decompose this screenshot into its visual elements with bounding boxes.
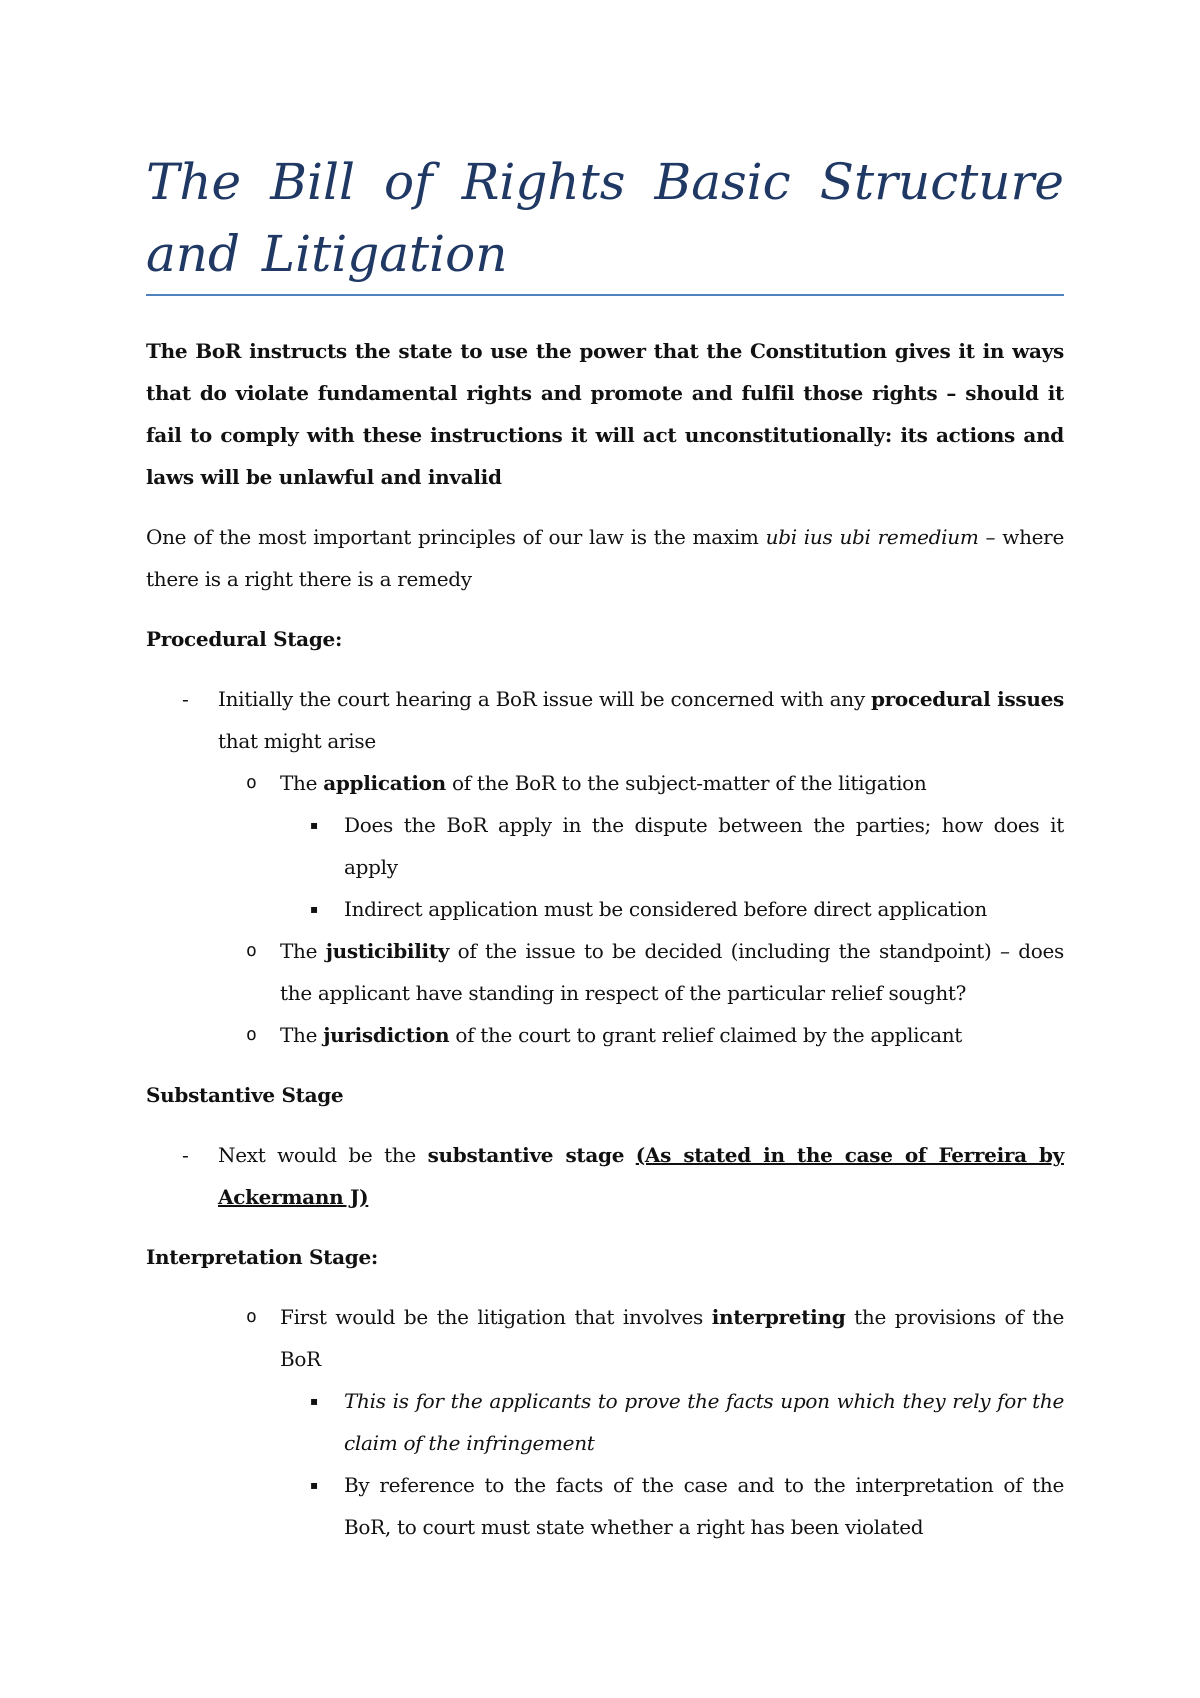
jurisdiction-bold: jurisdiction bbox=[323, 1023, 450, 1047]
procedural-list bbox=[146, 678, 1064, 762]
substantive-list bbox=[146, 1134, 1064, 1218]
substantive-item-bold: substantive stage bbox=[427, 1143, 625, 1167]
square-bullet: ▪ bbox=[310, 1394, 318, 1408]
square-bullet: ▪ bbox=[310, 818, 318, 832]
application-sub1-text: Does the BoR apply in the dispute between the parties; how does it apply bbox=[344, 813, 1064, 879]
circle-bullet: o bbox=[246, 772, 257, 793]
interpretation-item bbox=[218, 1296, 1064, 1380]
jurisdiction-text-after: of the court to grant relief claimed by the applicant bbox=[449, 1023, 963, 1047]
document-title: The Bill of Rights Basic Structure and Litigation bbox=[146, 153, 1064, 283]
spacer bbox=[146, 1218, 1064, 1236]
interpretation-sub2-text: By reference to the facts of the case and to the interpretation of the BoR, to court must state whether a right has been violated bbox=[344, 1473, 1064, 1539]
maxim-term: ubi ius ubi remedium bbox=[765, 525, 979, 549]
justicibility-text-before: The bbox=[280, 939, 326, 963]
interpretation-stage-heading: Interpretation Stage: bbox=[146, 1245, 378, 1269]
interpretation-sub-item bbox=[276, 1380, 1064, 1464]
substantive-list-item bbox=[146, 1134, 1064, 1218]
intro-paragraph: The BoR instructs the state to use the power that the Constitution gives it in ways that do violate fundamental rights and promote and fulfil those rights – should it fail to comply with these instructions it will act unconstitutionally: its actions and laws will be unlawful and invalid bbox=[146, 339, 1064, 489]
title-underline-rule bbox=[146, 294, 1064, 296]
application-sub-item bbox=[276, 888, 1064, 930]
substantive-item-text-before: Next would be the bbox=[218, 1143, 428, 1167]
procedural-sublist bbox=[146, 762, 1064, 804]
justicibility-item bbox=[218, 930, 1064, 1014]
maxim-text-before: One of the most important principles of our law is the maxim bbox=[146, 525, 766, 549]
square-bullet: ▪ bbox=[310, 1478, 318, 1492]
maxim-text-after: – where there is a right there is a remedy bbox=[146, 525, 1064, 591]
interpretation-text-after: the provisions of the BoR bbox=[280, 1305, 1065, 1371]
application-sub-item bbox=[276, 804, 1064, 888]
procedural-list-item bbox=[146, 678, 1064, 762]
application-text-before: The bbox=[280, 771, 324, 795]
application-item bbox=[218, 762, 1064, 804]
interpretation-text-before: First would be the litigation that involves bbox=[280, 1305, 712, 1329]
jurisdiction-item bbox=[218, 1014, 1064, 1056]
circle-bullet: o bbox=[246, 940, 257, 961]
spacer bbox=[146, 1056, 1064, 1074]
maxim-paragraph bbox=[146, 516, 1064, 600]
dash-bullet: - bbox=[182, 1143, 189, 1167]
interpretation-sub-item bbox=[276, 1464, 1064, 1548]
justicibility-bold: justicibility bbox=[325, 939, 450, 963]
application-text-after: of the BoR to the subject-matter of the litigation bbox=[445, 771, 927, 795]
circle-bullet: o bbox=[246, 1024, 257, 1045]
substantive-item-space bbox=[624, 1143, 636, 1167]
document-page bbox=[146, 0, 1064, 1548]
interpretation-sub1-text: This is for the applicants to prove the facts upon which they rely for the claim of the infringement bbox=[344, 1389, 1064, 1455]
procedural-item-text-before: Initially the court hearing a BoR issue will be concerned with any bbox=[218, 687, 871, 711]
dash-bullet: - bbox=[182, 687, 189, 711]
interpretation-bold: interpreting bbox=[711, 1305, 846, 1329]
application-bold: application bbox=[323, 771, 446, 795]
circle-bullet: o bbox=[246, 1306, 257, 1327]
substantive-stage-heading: Substantive Stage bbox=[146, 1083, 344, 1107]
procedural-item-bold: procedural issues bbox=[871, 687, 1064, 711]
procedural-item-text-after: that might arise bbox=[218, 729, 376, 753]
ferreira-case-reference: (As stated in the case of Ferreira by Ackermann J) bbox=[218, 1143, 1064, 1209]
justicibility-text-after: of the issue to be decided (including the standpoint) – does the applicant have standing in respect of the particular relief sought? bbox=[280, 939, 1065, 1005]
procedural-stage-heading: Procedural Stage: bbox=[146, 627, 343, 651]
interpretation-list bbox=[146, 1296, 1064, 1380]
procedural-sublist-continued bbox=[146, 930, 1064, 1056]
jurisdiction-text-before: The bbox=[280, 1023, 324, 1047]
application-sublist bbox=[146, 804, 1064, 930]
application-sub2-text: Indirect application must be considered before direct application bbox=[344, 897, 987, 921]
square-bullet: ▪ bbox=[310, 902, 318, 916]
interpretation-sublist bbox=[146, 1380, 1064, 1548]
